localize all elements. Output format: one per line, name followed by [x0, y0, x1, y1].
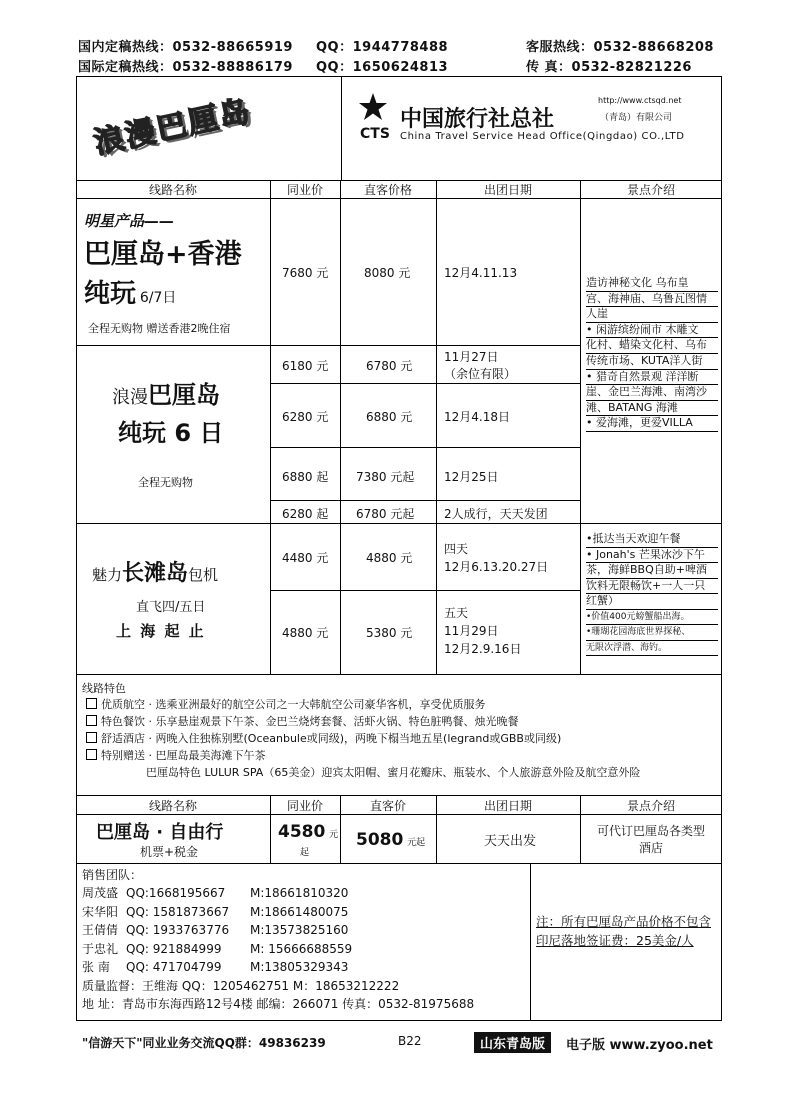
team-row: 张 南 QQ: 471704799 M:13805329343 [82, 960, 349, 974]
feature-extra: 巴厘岛特色 LULUR SPA（65美金）迎宾太阳帽、蜜月花瓣床、瓶装水、个人旅游意外险及航空意外险 [146, 766, 641, 779]
banner-title: 浪漫巴厘岛 [90, 93, 255, 162]
p3-r1-direct: 4880 元 [366, 551, 413, 565]
domestic-hotline: 国内定稿热线：0532-88665919 [78, 40, 293, 55]
p3-r2-trade: 4880 元 [282, 626, 329, 640]
p1-dates: 12月4.11.13 [444, 266, 518, 280]
p2-r3-trade: 6880 起 [282, 470, 329, 484]
t2-trade-unit: 起 [300, 848, 310, 858]
p2-name: 浪漫巴厘岛 [112, 381, 220, 409]
company-sub: （青岛）有限公司 [600, 113, 673, 123]
p3-r2-direct: 5380 元 [366, 626, 413, 640]
p1-sub: 纯玩 6/7日 [84, 279, 177, 309]
footer-site: 电子版 www.zyoo.net [566, 1038, 713, 1053]
th-route: 线路名称 [148, 183, 197, 197]
fax: 传 真：0532-82821226 [526, 60, 692, 75]
team-supervisor: 质量监督：王维海 QQ：1205462751 M：18653212222 [82, 978, 400, 993]
p2-r1-trade: 6180 元 [282, 359, 329, 373]
p2-note: 全程无购物 [138, 476, 193, 489]
checkbox-icon [86, 732, 97, 743]
cts-logo: CTS [360, 126, 390, 142]
p1-note: 全程无购物 赠送香港2晚住宿 [88, 322, 231, 335]
p1-trade: 7680 元 [282, 266, 329, 280]
p1-name: 巴厘岛+香港 [84, 239, 242, 270]
edition-badge: 山东青岛版 [474, 1032, 551, 1053]
p3-r1-dates: 12月6.13.20.27日 [444, 560, 549, 574]
company-name-en: China Travel Service Head Office(Qingdao) CO.,LTD [400, 131, 685, 142]
t2-direct: 5080 元起 [356, 830, 426, 850]
team-title: 销售团队： [82, 868, 143, 882]
p3-r1-trade: 4480 元 [282, 551, 329, 565]
footer-qq-group: "信游天下"同业业务交流QQ群：49836239 [82, 1036, 326, 1050]
p3-r1-days: 四天 [444, 542, 469, 556]
checkbox-icon [86, 749, 97, 760]
t2-trade: 4580 元 [278, 822, 339, 842]
team-row: 王倩倩 QQ: 1933763776 M:13573825160 [82, 923, 349, 937]
feature-item: 舒适酒店 · 两晚入住独栋别墅(Oceanbule或同级)，两晚下榻当地五星(legrand或GBB或同级) [86, 730, 716, 747]
team-list [82, 884, 528, 1014]
service-hotline: 客服热线：0532-88668208 [526, 40, 714, 55]
t2-th-dates: 出团日期 [483, 799, 532, 813]
p3-sub1: 直飞四/五日 [136, 600, 206, 615]
company-name-cn: 中国旅行社总社 [400, 106, 555, 132]
features-title: 线路特色 [82, 682, 126, 695]
team-row: 于忠礼 QQ: 921884999 M: 15666688559 [82, 941, 353, 956]
feature-item: 特别赠送 · 巴厘岛最美海滩下午茶 [86, 747, 716, 764]
p2-r1-direct: 6780 元 [366, 359, 413, 373]
checkbox-icon [86, 698, 97, 709]
visa-notice: 注：所有巴厘岛产品价格不包含印尼落地签证费：25美金/人 [536, 914, 712, 948]
p3-r2-date-b: 12月2.9.16日 [444, 642, 522, 656]
th-scenic: 景点介绍 [626, 183, 675, 197]
t2-th-route: 线路名称 [148, 799, 197, 813]
feature-item: 优质航空 · 选乘亚洲最好的航空公司之一大韩航空公司豪华客机，享受优质服务 [86, 696, 716, 713]
t2-th-direct: 直客价 [369, 799, 406, 813]
t2-sub: 机票+税金 [140, 845, 199, 859]
t2-th-trade: 同业价 [286, 799, 323, 813]
intl-hotline: 国际定稿热线：0532-88886179 [78, 60, 293, 75]
p3-r2-date-a: 11月29日 [444, 624, 499, 638]
p2-r3-date: 12月25日 [444, 470, 499, 484]
p3-sub2: 上 海 起 止 [116, 622, 206, 640]
p1-direct: 8080 元 [364, 266, 411, 280]
p3-name: 魅力长滩岛包机 [92, 561, 219, 586]
p2-r4-trade: 6280 起 [282, 507, 329, 521]
feature-item: 特色餐饮 · 乐享悬崖观景下午茶、金巴兰烧烤套餐、活虾火锅、特色脏鸭餐、烛光晚餐 [86, 713, 716, 730]
p2-r3-direct: 7380 元起 [356, 470, 415, 484]
qq-1: QQ：1944778488 [316, 40, 449, 55]
t2-th-scenic: 景点介绍 [626, 799, 675, 813]
qq-2: QQ：1650624813 [316, 60, 449, 75]
team-row: 周茂盛 QQ:1668195667 M:18661810320 [82, 886, 349, 900]
th-trade-price: 同业价 [286, 183, 323, 197]
p2-r1-date: 11月27日 [444, 350, 499, 364]
features-list [86, 696, 716, 781]
t2-scenic: 可代订巴厘岛各类型 酒店 [596, 824, 705, 855]
p2-r4-direct: 6780 元起 [356, 507, 415, 521]
p2-r1-date-note: （余位有限） [444, 367, 517, 381]
th-direct-price: 直客价格 [363, 183, 412, 197]
cts-star-icon [358, 92, 388, 125]
p2-r2-direct: 6880 元 [366, 410, 413, 424]
team-address: 地 址：青岛市东海西路12号4楼 邮编：266071 传真：0532-81975688 [82, 997, 475, 1011]
page-number: B22 [398, 1034, 422, 1048]
p2-r2-date: 12月4.18日 [444, 410, 510, 424]
p2-r2-trade: 6280 元 [282, 410, 329, 424]
t2-name: 巴厘岛 · 自由行 [96, 822, 224, 843]
scenic-1: 造访神秘文化 乌布皇 宫、海神庙、乌鲁瓦图情 人崖 • 闲游缤纷闹市 木雕文 化村、蜡染文化村、乌布 传统市场、KUTA洋人街 • 猎奇自然景观 洋洋断 崖、金巴兰海滩、南湾沙 滩、BATANG 海滩 • 爱海滩，更爱VILLA [586, 276, 718, 432]
p3-r2-days: 五天 [444, 606, 469, 620]
p2-r4-date: 2人成行，天天发团 [444, 507, 548, 521]
company-url: http://www.ctsqd.net [598, 96, 682, 105]
checkbox-icon [86, 715, 97, 726]
scenic-2: •抵达当天欢迎午餐 • Jonah's 芒果冰沙下午 茶，海鲜BBQ自助+啤酒 饮料无限畅饮+一人一只 红蟹） •价值400元螃蟹船出海。 •珊瑚花园海底世界探秘、 无限次浮潜、海钓。 [586, 532, 718, 656]
p2-days: 纯玩 6 日 [118, 419, 224, 447]
t2-dates: 天天出发 [484, 834, 537, 849]
team-row: 宋华阳 QQ: 1581873667 M:18661480075 [82, 904, 349, 919]
th-dates: 出团日期 [483, 183, 532, 197]
p1-tag: 明星产品—— [84, 212, 175, 230]
